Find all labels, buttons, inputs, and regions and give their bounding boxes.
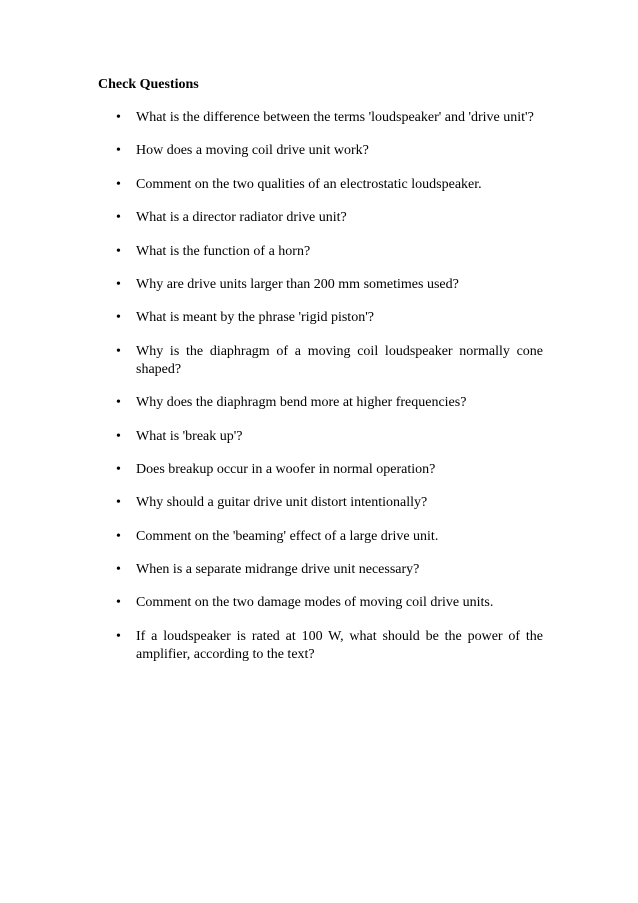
question-text: What is the function of a horn? <box>136 243 311 259</box>
question-item <box>98 176 543 194</box>
question-item <box>98 561 543 579</box>
question-item <box>98 528 543 546</box>
question-item <box>98 109 543 127</box>
question-text: Why are drive units larger than 200 mm sometimes used? <box>136 276 459 292</box>
question-text: Comment on the two damage modes of moving coil drive units. <box>136 595 494 611</box>
bullet-icon: • <box>116 176 121 192</box>
question-text: What is meant by the phrase 'rigid piston'? <box>136 310 374 326</box>
question-text: Does breakup occur in a woofer in normal operation? <box>136 461 436 477</box>
bullet-icon: • <box>116 243 121 259</box>
question-item <box>98 276 543 294</box>
bullet-icon: • <box>116 628 121 644</box>
question-text: What is a director radiator drive unit? <box>136 210 347 226</box>
question-text: When is a separate midrange drive unit necessary? <box>136 562 420 578</box>
question-item <box>98 594 543 612</box>
question-item <box>98 428 543 446</box>
question-item <box>98 628 543 664</box>
question-text: How does a moving coil drive unit work? <box>136 143 369 159</box>
question-text: Why is the diaphragm of a moving coil loudspeaker normally cone shaped? <box>136 343 543 377</box>
bullet-icon: • <box>116 428 121 444</box>
bullet-icon: • <box>116 461 121 477</box>
question-text: What is 'break up'? <box>136 428 243 444</box>
bullet-icon: • <box>116 110 121 125</box>
question-item <box>98 461 543 479</box>
question-item <box>98 243 543 261</box>
bullet-icon: • <box>116 562 121 578</box>
bullet-icon: • <box>116 210 121 226</box>
bullet-icon: • <box>116 395 121 411</box>
question-item <box>98 394 543 412</box>
question-item <box>98 309 543 327</box>
section-heading: Check Questions <box>98 77 199 92</box>
question-text: Comment on the 'beaming' effect of a large drive unit. <box>136 528 439 544</box>
question-text: What is the difference between the terms 'loudspeaker' and 'drive unit'? <box>136 110 534 125</box>
bullet-icon: • <box>116 343 121 359</box>
question-item <box>98 494 543 512</box>
bullet-icon: • <box>116 595 121 611</box>
question-text: Why should a guitar drive unit distort intentionally? <box>136 495 428 511</box>
question-item <box>98 142 543 160</box>
question-item <box>98 343 543 379</box>
question-list <box>98 109 543 679</box>
bullet-icon: • <box>116 143 121 159</box>
bullet-icon: • <box>116 310 121 326</box>
bullet-icon: • <box>116 528 121 544</box>
question-item <box>98 209 543 227</box>
bullet-icon: • <box>116 495 121 511</box>
question-text: Why does the diaphragm bend more at higher frequencies? <box>136 395 467 411</box>
question-text: If a loudspeaker is rated at 100 W, what should be the power of the amplifier, according to the text? <box>136 628 543 662</box>
bullet-icon: • <box>116 276 121 292</box>
question-text: Comment on the two qualities of an electrostatic loudspeaker. <box>136 176 482 192</box>
